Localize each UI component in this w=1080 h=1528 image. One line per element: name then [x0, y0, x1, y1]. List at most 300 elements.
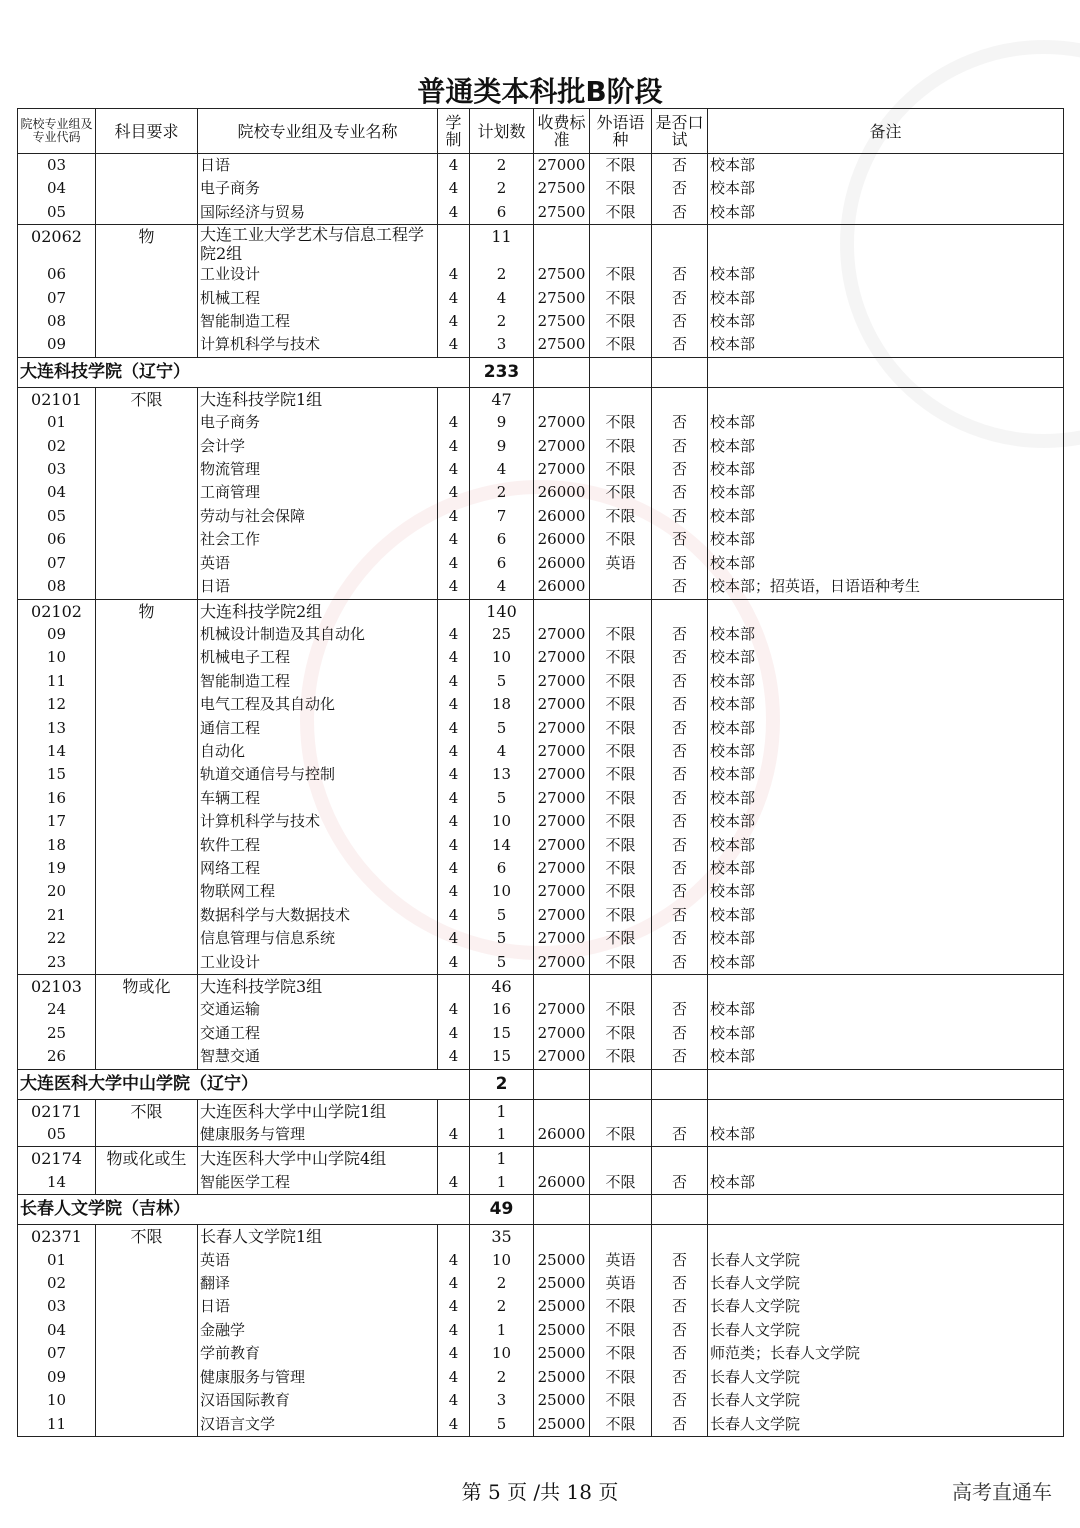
- subject-requirement: 不限: [96, 387, 198, 411]
- school-plan-total: 49: [470, 1195, 534, 1225]
- major-language: 英语: [590, 1272, 652, 1295]
- major-name: 社会工作: [198, 528, 438, 551]
- empty-cell: [438, 225, 470, 264]
- major-name: 翻译: [198, 1272, 438, 1295]
- major-oral: 否: [652, 528, 708, 551]
- major-row: [18, 1319, 1064, 1342]
- major-plan: 1: [470, 1319, 534, 1342]
- major-years: 4: [438, 1366, 470, 1389]
- major-oral: 否: [652, 927, 708, 950]
- group-code: 02062: [18, 225, 96, 264]
- major-oral: 否: [652, 693, 708, 716]
- major-years: 4: [438, 693, 470, 716]
- major-years: 4: [438, 670, 470, 693]
- major-years: 4: [438, 435, 470, 458]
- empty-cell: [438, 599, 470, 623]
- major-name: 通信工程: [198, 717, 438, 740]
- major-remark: 校本部: [708, 333, 1064, 357]
- empty-cell: [96, 575, 198, 599]
- major-name: 计算机科学与技术: [198, 333, 438, 357]
- major-name: 物联网工程: [198, 880, 438, 903]
- empty-cell: [708, 357, 1064, 387]
- major-code: 03: [18, 458, 96, 481]
- major-code: 24: [18, 998, 96, 1021]
- major-oral: 否: [652, 201, 708, 225]
- major-row: [18, 717, 1064, 740]
- empty-cell: [96, 740, 198, 763]
- major-row: [18, 1295, 1064, 1318]
- major-language: 不限: [590, 623, 652, 646]
- major-language: 不限: [590, 201, 652, 225]
- major-row: [18, 927, 1064, 950]
- major-language: 不限: [590, 411, 652, 434]
- major-name: 智能制造工程: [198, 670, 438, 693]
- major-plan: 9: [470, 435, 534, 458]
- group-plan: 47: [470, 387, 534, 411]
- empty-cell: [96, 880, 198, 903]
- subject-requirement: 不限: [96, 1099, 198, 1123]
- major-fee: 25000: [534, 1413, 590, 1437]
- major-plan: 4: [470, 740, 534, 763]
- group-plan: 1: [470, 1147, 534, 1171]
- major-plan: 1: [470, 1171, 534, 1195]
- empty-cell: [96, 670, 198, 693]
- group-name: 大连医科大学中山学院1组: [198, 1099, 438, 1123]
- major-years: 4: [438, 1022, 470, 1045]
- major-fee: 27500: [534, 263, 590, 286]
- empty-cell: [438, 975, 470, 999]
- major-oral: 否: [652, 287, 708, 310]
- major-name: 汉语国际教育: [198, 1389, 438, 1412]
- major-fee: 27000: [534, 646, 590, 669]
- header-plan: 计划数: [470, 109, 534, 154]
- major-name: 轨道交通信号与控制: [198, 763, 438, 786]
- subject-requirement: 物或化: [96, 975, 198, 999]
- major-oral: 否: [652, 505, 708, 528]
- major-years: 4: [438, 951, 470, 975]
- major-row: [18, 1342, 1064, 1365]
- major-oral: 否: [652, 1295, 708, 1318]
- major-oral: 否: [652, 880, 708, 903]
- subject-requirement: 物: [96, 599, 198, 623]
- empty-cell: [96, 435, 198, 458]
- group-row: [18, 1099, 1064, 1123]
- major-oral: 否: [652, 717, 708, 740]
- empty-cell: [652, 357, 708, 387]
- major-language: 不限: [590, 310, 652, 333]
- major-remark: 校本部: [708, 787, 1064, 810]
- empty-cell: [438, 1225, 470, 1249]
- major-plan: 9: [470, 411, 534, 434]
- empty-cell: [96, 1022, 198, 1045]
- major-years: 4: [438, 646, 470, 669]
- major-name: 国际经济与贸易: [198, 201, 438, 225]
- empty-cell: [534, 387, 590, 411]
- major-name: 工商管理: [198, 481, 438, 504]
- major-language: 不限: [590, 810, 652, 833]
- empty-cell: [96, 1413, 198, 1437]
- group-name: 大连医科大学中山学院4组: [198, 1147, 438, 1171]
- major-remark: 校本部: [708, 435, 1064, 458]
- major-row: [18, 575, 1064, 599]
- empty-cell: [96, 834, 198, 857]
- major-oral: 否: [652, 552, 708, 575]
- empty-cell: [590, 1225, 652, 1249]
- major-fee: 25000: [534, 1249, 590, 1272]
- major-years: 4: [438, 1295, 470, 1318]
- empty-cell: [534, 1147, 590, 1171]
- major-code: 03: [18, 1295, 96, 1318]
- major-language: 不限: [590, 177, 652, 200]
- empty-cell: [708, 225, 1064, 264]
- empty-cell: [652, 1147, 708, 1171]
- major-years: 4: [438, 1413, 470, 1437]
- empty-cell: [96, 177, 198, 200]
- header-subject: 科目要求: [96, 109, 198, 154]
- school-name: 大连医科大学中山学院（辽宁）: [18, 1069, 438, 1099]
- empty-cell: [96, 333, 198, 357]
- major-code: 22: [18, 927, 96, 950]
- group-row: [18, 1225, 1064, 1249]
- major-remark: 校本部: [708, 834, 1064, 857]
- major-fee: 27500: [534, 287, 590, 310]
- major-remark: 长春人文学院: [708, 1413, 1064, 1437]
- major-plan: 2: [470, 1272, 534, 1295]
- major-code: 19: [18, 857, 96, 880]
- major-code: 15: [18, 763, 96, 786]
- major-code: 09: [18, 333, 96, 357]
- major-name: 信息管理与信息系统: [198, 927, 438, 950]
- major-plan: 4: [470, 458, 534, 481]
- major-row: [18, 552, 1064, 575]
- empty-cell: [96, 287, 198, 310]
- empty-cell: [96, 717, 198, 740]
- major-fee: 27000: [534, 435, 590, 458]
- empty-cell: [96, 904, 198, 927]
- major-fee: 26000: [534, 552, 590, 575]
- major-code: 14: [18, 1171, 96, 1195]
- major-row: [18, 998, 1064, 1021]
- major-code: 06: [18, 528, 96, 551]
- major-name: 日语: [198, 154, 438, 178]
- major-fee: 27000: [534, 904, 590, 927]
- major-plan: 5: [470, 670, 534, 693]
- major-name: 机械电子工程: [198, 646, 438, 669]
- major-name: 车辆工程: [198, 787, 438, 810]
- major-oral: 否: [652, 1342, 708, 1365]
- school-row: [18, 357, 1064, 387]
- major-years: 4: [438, 201, 470, 225]
- major-language: 英语: [590, 552, 652, 575]
- major-name: 电子商务: [198, 177, 438, 200]
- major-oral: 否: [652, 575, 708, 599]
- subject-requirement: 物或化或生: [96, 1147, 198, 1171]
- major-name: 健康服务与管理: [198, 1123, 438, 1147]
- major-plan: 2: [470, 154, 534, 178]
- major-name: 电子商务: [198, 411, 438, 434]
- empty-cell: [96, 154, 198, 178]
- major-years: 4: [438, 1123, 470, 1147]
- empty-cell: [96, 810, 198, 833]
- major-oral: 否: [652, 670, 708, 693]
- major-code: 05: [18, 1123, 96, 1147]
- empty-cell: [96, 263, 198, 286]
- major-name: 交通工程: [198, 1022, 438, 1045]
- major-oral: 否: [652, 1249, 708, 1272]
- major-remark: 长春人文学院: [708, 1249, 1064, 1272]
- major-language: 不限: [590, 1413, 652, 1437]
- major-code: 07: [18, 552, 96, 575]
- empty-cell: [708, 1195, 1064, 1225]
- major-row: [18, 287, 1064, 310]
- major-remark: 校本部: [708, 717, 1064, 740]
- major-row: [18, 481, 1064, 504]
- major-name: 金融学: [198, 1319, 438, 1342]
- major-years: 4: [438, 1171, 470, 1195]
- major-language: 不限: [590, 717, 652, 740]
- major-language: 不限: [590, 787, 652, 810]
- major-code: 04: [18, 481, 96, 504]
- major-row: [18, 787, 1064, 810]
- empty-cell: [590, 387, 652, 411]
- major-remark: 校本部: [708, 927, 1064, 950]
- major-oral: 否: [652, 1272, 708, 1295]
- major-oral: 否: [652, 1022, 708, 1045]
- major-remark: 校本部: [708, 201, 1064, 225]
- major-fee: 27500: [534, 177, 590, 200]
- group-plan: 46: [470, 975, 534, 999]
- major-fee: 27000: [534, 810, 590, 833]
- major-oral: 否: [652, 263, 708, 286]
- major-fee: 27000: [534, 880, 590, 903]
- group-name: 大连科技学院1组: [198, 387, 438, 411]
- major-remark: 校本部: [708, 1022, 1064, 1045]
- major-language: 不限: [590, 927, 652, 950]
- major-language: 不限: [590, 333, 652, 357]
- major-plan: 14: [470, 834, 534, 857]
- empty-cell: [96, 1389, 198, 1412]
- group-plan: 140: [470, 599, 534, 623]
- group-name: 大连工业大学艺术与信息工程学院2组: [198, 225, 438, 264]
- major-oral: 否: [652, 1319, 708, 1342]
- empty-cell: [652, 1225, 708, 1249]
- major-plan: 6: [470, 201, 534, 225]
- major-remark: 校本部: [708, 1171, 1064, 1195]
- empty-cell: [96, 646, 198, 669]
- major-language: 不限: [590, 1045, 652, 1069]
- school-plan-total: 2: [470, 1069, 534, 1099]
- major-oral: 否: [652, 904, 708, 927]
- major-row: [18, 1366, 1064, 1389]
- major-years: 4: [438, 740, 470, 763]
- major-code: 26: [18, 1045, 96, 1069]
- major-oral: 否: [652, 481, 708, 504]
- major-oral: 否: [652, 810, 708, 833]
- major-remark: 校本部: [708, 1045, 1064, 1069]
- major-row: [18, 623, 1064, 646]
- major-row: [18, 505, 1064, 528]
- major-row: [18, 1389, 1064, 1412]
- major-fee: 27000: [534, 693, 590, 716]
- empty-cell: [534, 1195, 590, 1225]
- major-language: 不限: [590, 670, 652, 693]
- major-name: 英语: [198, 552, 438, 575]
- group-code: 02371: [18, 1225, 96, 1249]
- major-language: 不限: [590, 951, 652, 975]
- major-years: 4: [438, 998, 470, 1021]
- major-name: 健康服务与管理: [198, 1366, 438, 1389]
- major-row: [18, 177, 1064, 200]
- major-language: 不限: [590, 1389, 652, 1412]
- empty-cell: [652, 1069, 708, 1099]
- major-years: 4: [438, 1249, 470, 1272]
- major-years: 4: [438, 810, 470, 833]
- major-name: 交通运输: [198, 998, 438, 1021]
- major-row: [18, 310, 1064, 333]
- major-language: 不限: [590, 1295, 652, 1318]
- empty-cell: [96, 1249, 198, 1272]
- empty-cell: [590, 975, 652, 999]
- major-fee: 27000: [534, 927, 590, 950]
- school-spacer: [438, 1195, 470, 1225]
- major-code: 02: [18, 1272, 96, 1295]
- major-name: 日语: [198, 575, 438, 599]
- major-row: [18, 646, 1064, 669]
- major-plan: 2: [470, 1295, 534, 1318]
- group-code: 02101: [18, 387, 96, 411]
- major-code: 21: [18, 904, 96, 927]
- major-name: 汉语言文学: [198, 1413, 438, 1437]
- major-fee: 27500: [534, 310, 590, 333]
- major-code: 10: [18, 646, 96, 669]
- major-name: 会计学: [198, 435, 438, 458]
- major-oral: 否: [652, 857, 708, 880]
- empty-cell: [708, 1225, 1064, 1249]
- major-code: 02: [18, 435, 96, 458]
- major-row: [18, 154, 1064, 178]
- major-plan: 6: [470, 857, 534, 880]
- major-language: 不限: [590, 435, 652, 458]
- major-name: 软件工程: [198, 834, 438, 857]
- empty-cell: [96, 927, 198, 950]
- group-name: 大连科技学院2组: [198, 599, 438, 623]
- major-fee: 27000: [534, 763, 590, 786]
- empty-cell: [96, 1045, 198, 1069]
- major-remark: 校本部: [708, 623, 1064, 646]
- major-plan: 15: [470, 1022, 534, 1045]
- major-name: 物流管理: [198, 458, 438, 481]
- major-code: 08: [18, 575, 96, 599]
- major-fee: 27000: [534, 834, 590, 857]
- major-name: 数据科学与大数据技术: [198, 904, 438, 927]
- major-plan: 5: [470, 904, 534, 927]
- major-language: 不限: [590, 505, 652, 528]
- major-years: 4: [438, 411, 470, 434]
- major-row: [18, 263, 1064, 286]
- major-remark: 校本部: [708, 857, 1064, 880]
- major-fee: 25000: [534, 1366, 590, 1389]
- major-remark: 校本部: [708, 880, 1064, 903]
- empty-cell: [590, 1147, 652, 1171]
- major-oral: 否: [652, 177, 708, 200]
- major-language: 不限: [590, 740, 652, 763]
- major-code: 01: [18, 1249, 96, 1272]
- major-remark: 校本部: [708, 552, 1064, 575]
- major-fee: 27000: [534, 857, 590, 880]
- major-remark: 校本部: [708, 763, 1064, 786]
- major-years: 4: [438, 927, 470, 950]
- major-language: 不限: [590, 834, 652, 857]
- empty-cell: [96, 998, 198, 1021]
- major-code: 10: [18, 1389, 96, 1412]
- major-code: 01: [18, 411, 96, 434]
- major-row: [18, 1022, 1064, 1045]
- major-plan: 3: [470, 1389, 534, 1412]
- major-years: 4: [438, 763, 470, 786]
- major-oral: 否: [652, 740, 708, 763]
- empty-cell: [652, 387, 708, 411]
- major-remark: 长春人文学院: [708, 1272, 1064, 1295]
- major-code: 06: [18, 263, 96, 286]
- empty-cell: [96, 1366, 198, 1389]
- major-language: 不限: [590, 287, 652, 310]
- major-code: 23: [18, 951, 96, 975]
- major-plan: 10: [470, 1249, 534, 1272]
- major-code: 09: [18, 1366, 96, 1389]
- major-name: 网络工程: [198, 857, 438, 880]
- empty-cell: [590, 1069, 652, 1099]
- empty-cell: [96, 1171, 198, 1195]
- header-fee: 收费标准: [534, 109, 590, 154]
- empty-cell: [534, 975, 590, 999]
- major-remark: 校本部: [708, 263, 1064, 286]
- page-footer: 第 5 页 /共 18 页: [461, 1480, 619, 1504]
- major-years: 4: [438, 177, 470, 200]
- group-plan: 1: [470, 1099, 534, 1123]
- group-code: 02174: [18, 1147, 96, 1171]
- major-code: 08: [18, 310, 96, 333]
- major-plan: 5: [470, 787, 534, 810]
- major-language: 不限: [590, 1319, 652, 1342]
- major-remark: 校本部: [708, 998, 1064, 1021]
- admission-table: [17, 108, 1064, 1437]
- header-oral: 是否口试: [652, 109, 708, 154]
- major-name: 机械工程: [198, 287, 438, 310]
- major-row: [18, 951, 1064, 975]
- major-name: 机械设计制造及其自动化: [198, 623, 438, 646]
- major-years: 4: [438, 1272, 470, 1295]
- major-remark: 校本部: [708, 481, 1064, 504]
- school-name: 大连科技学院（辽宁）: [18, 357, 438, 387]
- major-fee: 27000: [534, 998, 590, 1021]
- major-code: 04: [18, 1319, 96, 1342]
- major-years: 4: [438, 528, 470, 551]
- major-oral: 否: [652, 1413, 708, 1437]
- major-remark: 校本部: [708, 458, 1064, 481]
- major-years: 4: [438, 481, 470, 504]
- major-code: 07: [18, 287, 96, 310]
- major-oral: 否: [652, 763, 708, 786]
- major-remark: 校本部: [708, 740, 1064, 763]
- major-years: 4: [438, 1389, 470, 1412]
- major-name: 日语: [198, 1295, 438, 1318]
- empty-cell: [708, 1147, 1064, 1171]
- major-years: 4: [438, 333, 470, 357]
- major-row: [18, 1171, 1064, 1195]
- major-years: 4: [438, 880, 470, 903]
- empty-cell: [590, 225, 652, 264]
- major-fee: 26000: [534, 1171, 590, 1195]
